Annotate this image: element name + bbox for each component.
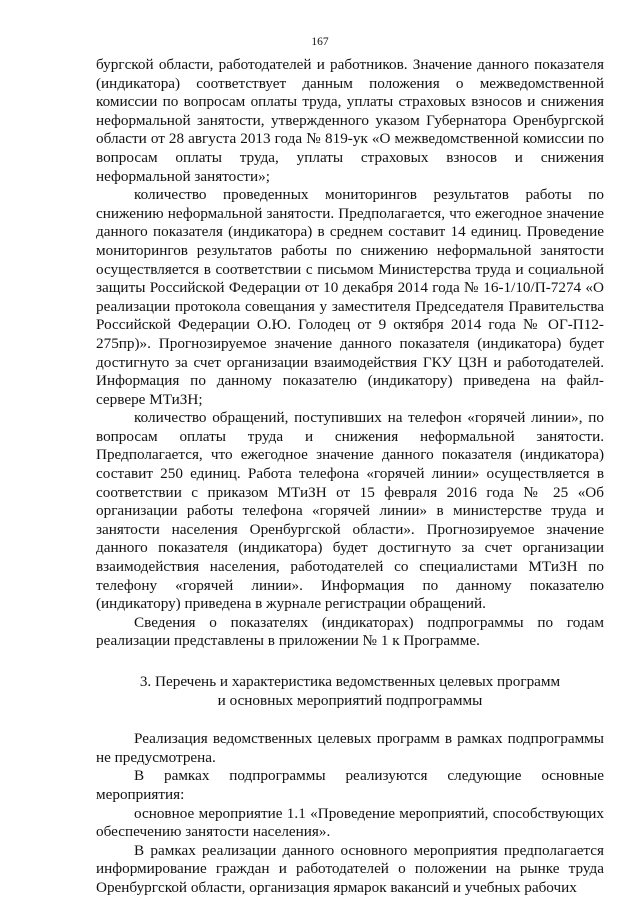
paragraph: количество проведенных мониторингов результатов работы по снижению неформальной занятости. Предполагается, что ежегодное значение данного показателя (индикатора) в среднем составит 14 единиц. Проведение мониторингов результатов работы по снижению неформальной занятости осуществляется в соответствии с письмом Министерства труда и социальной защиты Российской Федерации от 10 декабря 2014 года № 16-1/10/П-7274 «О реализации протокола совещания у заместителя Председателя Правительства Российской Федерации О.Ю. Голодец от 9 октября 2014 года № ОГ-П12-275пр)». Прогнозируемое значение данного показателя (индикатора) будет достигнуто за счет организации взаимодействия ГКУ ЦЗН и работодателей. Информация по данному показателю (индикатору) приведена на файл-сервере МТиЗН; <box>96 186 604 408</box>
paragraph: бургской области, работодателей и работников. Значение данного показателя (индикатора) соответствует данным положения о межведомственной комиссии по вопросам оплаты труда, уплаты страховых взносов и снижения неформальной занятости, утвержденного указом Губернатора Оренбургской области от 28 августа 2013 года № 819-ук «О межведомственной комиссии по вопросам оплаты труда, уплаты страховых взносов и снижения неформальной занятости»; <box>96 56 604 185</box>
paragraph: Сведения о показателях (индикаторах) подпрограммы по годам реализации представлены в приложении № 1 к Программе. <box>96 613 604 650</box>
paragraph: В рамках подпрограммы реализуются следующие основные мероприятия: <box>96 767 604 803</box>
page-content <box>96 56 604 898</box>
paragraph: Реализация ведомственных целевых программ в рамках подпрограммы не предусмотрена. <box>96 730 604 766</box>
section-heading <box>96 673 604 710</box>
paragraph: количество обращений, поступивших на телефон «горячей линии», по вопросам оплаты труда и снижения неформальной занятости. Предполагается, что ежегодное значение данного показателя (индикатора) составит 250 единиц. Работа телефона «горячей линии» осуществляется в соответствии с приказом МТиЗН от 15 февраля 2016 года № 25 «Об организации работы телефона «горячей линии» в министерстве труда и занятости населения Оренбургской области». Прогнозируемое значение данного показателя (индикатора) будет достигнуто за счет организации взаимодействия населения, работодателей со специалистами МТиЗН по телефону «горячей линии». Информация по данному показателю (индикатору) приведена в журнале регистрации обращений. <box>96 409 604 613</box>
paragraph: В рамках реализации данного основного мероприятия предполагается информирование граждан и работодателей о положении на рынке труда Оренбургской области, организация ярмарок вакансий и учебных рабочих <box>96 841 604 896</box>
section-heading-line: и основных мероприятий подпрограммы <box>217 691 483 709</box>
page-number: 167 <box>311 36 329 48</box>
section-heading-line: 3. Перечень и характеристика ведомственных целевых программ <box>139 673 561 690</box>
paragraph: основное мероприятие 1.1 «Проведение мероприятий, способствующих обеспечению занятости населения». <box>96 804 604 841</box>
